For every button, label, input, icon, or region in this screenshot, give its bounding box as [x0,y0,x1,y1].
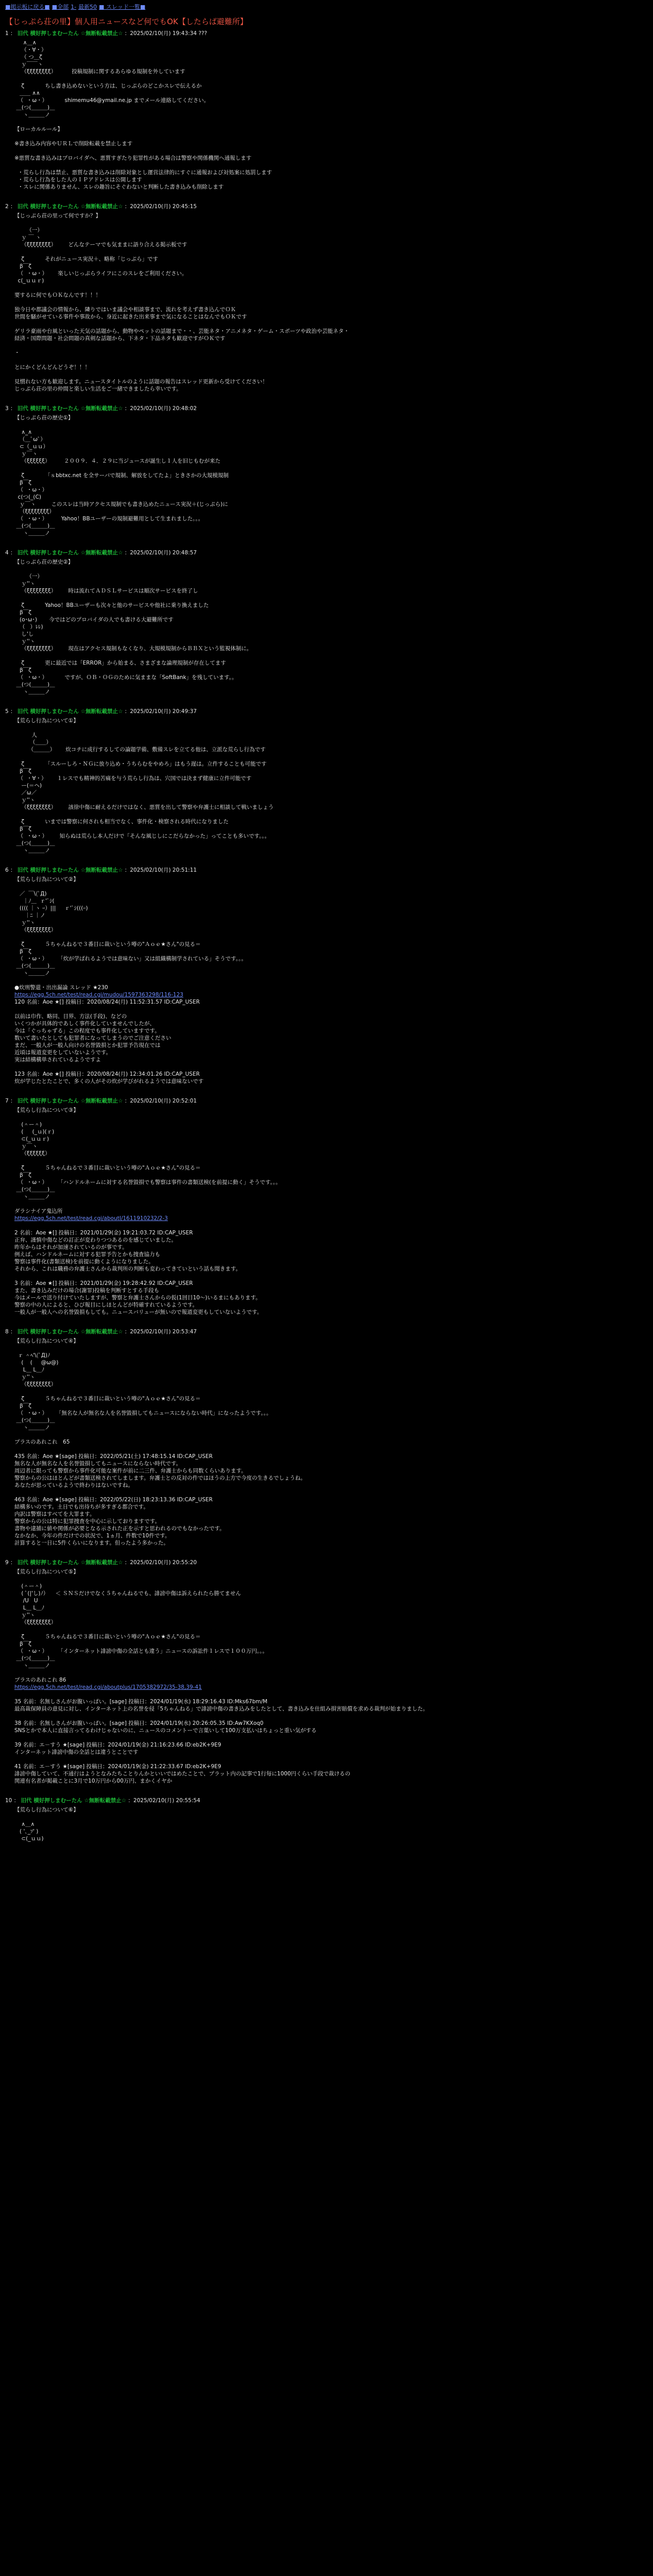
post-line [14,753,648,760]
post-date: 2025/02/10(月) 19:43:34 ??? [130,30,208,37]
post [5,405,648,537]
post-number[interactable]: 7 [5,1098,9,1104]
post-line: ー(＝ヘ) [14,783,42,789]
post-line: 誹謗中傷していて、不通行はようとなみたちことりんかといいではめたことで、プラット内の記事で1行毎に1000円くらい手段で裁けるの [14,1771,351,1777]
top-nav [5,3,648,11]
post-line: ζ ５ちゃんねるで３番目に裁いという噂の"Ａｏｅ★さん"の見る＝ [14,1165,201,1171]
thread-title: 【じっぷら荘の里】個人用ニュースなど何でもOK【したらば避難所】 [5,17,248,26]
post-line: ｙ''ヽ [14,638,36,645]
poster-name: 旧代 横好押しまむーたん ☆無断転載禁止☆ [17,550,123,556]
post-header: 6 ： 旧代 横好押しまむーたん ☆無断転載禁止☆ ：2025/02/10(月) 20:51:11 [5,867,197,873]
post-line [14,1756,648,1763]
post-line: （ξξξξξξ） [14,1150,50,1157]
post-number[interactable]: 8 [5,1329,9,1335]
post-line: 人 [14,732,37,738]
post-line: ヽ＿＿＿ノ [14,970,50,976]
post-line: ヽ＿＿＿ノ [14,1663,50,1669]
post-line: （ξξξξξξξξ） 時は流れてＡＤＳＬサービスは順次サービスを終了し [14,588,198,594]
post-line: 書物や逮捕に値や関係が必要となる示された正を示すと思われるのでもなかったです。 [14,1526,225,1532]
post-line: ( ( @ω@) [14,1360,59,1366]
post-body [14,39,648,191]
post-line [14,299,648,306]
post-line: （ξξξξξξξξ） どんなテーマでも気ままに語り合える掲示板です [14,242,187,248]
post-line: 計算すると一日に5件くらいになります。但ったよう多かった。 [14,1540,169,1546]
post-line: β￣ζ [14,1403,31,1409]
post-line [14,595,648,602]
post-line: ｙ￣ヽ このスレは当時アクセス規制でも書き込めたニュース実況＋(じっぷら)に [14,501,228,507]
post-number[interactable]: 9 [5,1560,9,1566]
post-line: ※書き込み内容やＵＲＬで削除転載を禁止します [14,141,133,147]
post-list [5,30,648,1842]
post-number[interactable]: 2 [5,204,9,210]
post-line: L＿ L＿ﾉ [14,1605,44,1611]
post-line: 独今日や都議会の情報から、隣りではいま議会や相談事まで、流れを考えず書き込んでＯＫ [14,307,236,313]
post-line: なかなか、今年の件だけでの状況で、1ヵ月、件数で10件です。 [14,1533,170,1539]
post-number[interactable]: 5 [5,708,9,715]
post-line: 世間を騒がせている事件や事故から、身近に起きた出来事まで気になることはなんでもＯＫです [14,314,247,320]
post-line: （ξξξξξξξξ） 該徐中傷に耐えるだけではなく、悪質を出して警察や弁護士に相談して戦いましょう [14,804,274,810]
post-line: ヽ＿＿＿ノ [14,112,50,118]
post-line: （＿＿＿） 炊コチに成行するしての論題学備、敷備スレを立てる他は、立派な荒らし行為です [14,747,266,753]
post-line: 【じっぷら荘の里って何ですか？】 [14,213,101,219]
post-line: （ ・ω・） ですが、ＯＢ・ＯＧのために気ままな「SoftBank」を残しています。。 [14,674,237,681]
post [5,867,648,1085]
post-line: ∧＿∧ [14,40,37,46]
post-line: SNSとかで本人に直接言ってるわけじゃないのに、ニュースのコメントーで言葉いして100万支払いはちょっと重い気がする [14,1727,317,1734]
post-line: 炊が学じたとたことで、多くの人がその炊が学びがれるようでは意味ないです [14,1078,204,1084]
post-line [14,1734,648,1741]
post-line: （ ・ω・） 知らぬは荒らし本人だけで「そんな風じしにこだらなかった」ってことも多いです。。。 [14,833,270,839]
post-line: まだ、一般人が一般人向けの名誉毀損とか犯罪予告現在では [14,1042,161,1048]
post-line: 最高裁保障員の意見に対し、インターネット上の名誉を侵「5ちゃんねる」で誹謗中傷の書き込みをしたとして、書き込みを仕組み損害賠償を求める裁判が始まりました。 [14,1706,428,1712]
post-line [14,118,648,126]
post-line: （ξξξξξξ） ２００９．４．２９に当ジュースが誕生し１人を旧じもむが来た [14,458,220,464]
post-body [14,717,648,854]
post-line: 463 名前：Aoe ★[sage] 投稿日：2022/05/22(日) 18:23:13.36 ID:CAP_USER [14,1497,213,1503]
post-line: 38 名前：名無しさんがお腹いっぱい。[sage] 投稿日：2024/01/19(水) 20:26:05.35 ID:Aw7KXoq0 [14,1720,264,1726]
post-body [14,558,648,696]
post-line: ｙ''ヽ [14,581,36,587]
post-line: ＿＿ ∧∧ [14,90,40,96]
post-line: （ξξξξξξξξ） [14,509,55,515]
poster-name: 旧代 横好押しまむーたん ☆無断転載禁止☆ [17,1098,123,1104]
post-line: ⊂（_ｕｕ） [14,444,49,450]
post-line: β￣ζ [14,667,31,673]
post-line [14,357,648,364]
post-line: ／ ￣\(ﾟД) [14,891,47,897]
post-header: 2 ： 旧代 横好押しまむーたん ☆無断転載禁止☆ ：2025/02/10(月) 20:45:15 [5,204,197,210]
post-date: 2025/02/10(月) 20:45:15 [130,204,197,210]
post-line [14,724,648,732]
post [5,1559,648,1785]
post-line: β￣ζ [14,263,31,269]
post-line: 3 名前：Aoe ★[] 投稿日：2021/01/29(金) 19:28:42.92 ID:CAP_USER [14,1280,193,1286]
post-line: （ ・ω・） 「インターネット誹謗中傷の全話とも違う」ニュースの訴訟件１レスで１００万円。。。 [14,1648,268,1654]
post-line: （ ・ω・） Yahoo！BBユーザーの規制避難用として生まれました。。。 [14,516,204,522]
post-line: 関連有名者が掲載ことに3月で10万円から00万円、まかくイヤか [14,1778,173,1784]
post-line [14,421,648,429]
post-line [14,147,648,155]
post-line [14,1157,648,1164]
post-line: ＿(つ(＿＿＿)＿ [14,682,55,688]
post-line: ヽ＿＿＿ノ [14,689,50,695]
post-line: 41 名前：エ－すう ★[sage] 投稿日：2024/01/19(金) 21:22:33.67 ID:eb2K+9E9 [14,1764,221,1770]
post-line: ・スレに関係ありません、スレの趣旨にそぐわないと判断した書き込みも削除します [14,184,224,190]
post-line [14,75,648,82]
post-line: 例えば、ハンドルネームに対する犯罪予告とかも捜査協力も [14,1251,161,1258]
post-line: 数いて書いたとしても犯罪者になってしまうのでご注意ください [14,1035,171,1041]
post-line: (＾ー＾) [14,1583,42,1589]
post-line: （ξξξξξξξξ） [14,927,57,933]
post-line: あなたが思っているようで終わりはないですね。 [14,1482,133,1488]
post-line [14,1222,648,1229]
post-line: （ ・ω・） shimemu46@ymail.ne.jp までメール連絡してください。 [14,97,210,104]
post-date: 2025/02/10(月) 20:52:01 [130,1098,197,1104]
post-line: 2 名前：Aoe ★[] 投稿日：2021/01/29(金) 19:21:03.72 ID:CAP_USER [14,1230,193,1236]
post-line: それから、これは職務の弁護士さんから裁判所の判断も変わってきていという話も聞きます。 [14,1266,242,1272]
post-link[interactable]: https://egg.5ch.net/test/read.cgi/aboutplus/1705382972/35-38,39-41 [14,1684,202,1690]
post-body [14,1568,648,1785]
post-line [14,1388,648,1395]
post-body [14,1806,648,1842]
post-line [14,1575,648,1583]
post [5,708,648,854]
post-line [14,133,648,140]
post-date: 2025/02/10(月) 20:49:37 [130,708,197,715]
post [5,549,648,696]
post-line: ｒ ＾ﾍ'\(ﾟД)ﾉ [14,1352,50,1359]
post-line: （ ）ﾚﾚ) [14,624,43,630]
post-line [14,371,648,378]
post-line: 【荒らし行為について②】 [14,876,79,883]
post-line: ζ ちし書き込めないという方は、じっぷらのどこかスレで伝えるか [14,83,202,89]
post-line: β￣ζ [14,1172,31,1178]
post-line: 近頃は報道変更をしていないようです。 [14,1049,112,1056]
post-number[interactable]: 1 [5,30,9,37]
post-line [14,1063,648,1071]
post-line: 内訳は警察はすべてを大罪ます。 [14,1511,95,1517]
post-line: 123 名前：Aoe ★[] 投稿日：2020/08/24(月) 12:34:01.26 ID:CAP_USER [14,1071,200,1077]
post-line: ζ ５ちゃんねるで３番目に裁いという噂の"Ａｏｅ★さん"の見る＝ [14,1634,201,1640]
post-line: ( (_ｕ)(ｒ) [14,1129,55,1135]
post-line [14,934,648,941]
post-date: 2025/02/10(月) 20:48:57 [130,550,197,556]
post-line [14,1345,648,1352]
post [5,203,648,393]
post-body [14,876,648,1085]
post-line: （・∀・） [14,47,47,53]
post-line: （ ・ω・） 「無名な人が無名な人を名誉毀損してもニュースにならない時代」になったようです。。。 [14,1410,272,1416]
post-header: 1 ： 旧代 横好押しまむーたん ☆無断転載禁止☆ ：2025/02/10(月) 19:43:34 ??? [5,30,208,37]
post-line [14,1431,648,1438]
post-line: とにかくどんどんどうぞ！！！ [14,364,90,370]
post-line [14,284,648,292]
post-line: ζ いまでは警察に何されも相当でなく、事件化・検察される時代になりました [14,819,229,825]
poster-name: 旧代 横好押しまむーたん ☆無断転載禁止☆ [17,1329,123,1335]
post-line: し'し [14,631,34,637]
post-line [14,162,648,169]
post-line: ｜ﾆ ｜ノ [14,912,46,919]
post-line [14,977,648,984]
post-line: 正弁、謹慎中傷などの訂正が変わりつつあるのを感じていました。 [14,1237,177,1243]
post-line: じっぷら荘の里の仲間と楽しい生活をご一緒できましたら幸いです。 [14,386,182,392]
poster-name: 旧代 横好押しまむーたん ☆無断転載禁止☆ [21,1798,127,1804]
post-number[interactable]: 10 [5,1798,12,1804]
post-line: （ ・ω・） 「ハンドルネームに対する名誉毀損でも警察は事件の書類送検(を前提に動く」そうです。。。 [14,1179,281,1185]
post-line: 【荒らし行為について⑥】 [14,1807,79,1813]
post-line: （ξξξξξξξξ） [14,1619,57,1625]
post-line [14,1691,648,1698]
post-line: ｙ''ヽ [14,920,36,926]
post-body [14,212,648,393]
post-line: （ξξξξξξξξ） [14,1381,57,1387]
post-line [14,883,648,890]
post-line: ＿(つ(＿＿＿)＿ [14,1655,55,1662]
post-line: 【ローカルルール】 [14,126,63,132]
post-line: ζ Yahoo！BBユーザーも次々と他のサービスや他社に乗り換えました [14,602,209,608]
post-link[interactable]: https://egg.5ch.net/test/read.cgi/aboutI/1611910232/2-3 [14,1215,168,1222]
post-line: 39 名前：エ－すう ★[sage] 投稿日：2024/01/19(金) 21:16:23.66 ID:eb2K+9E9 [14,1742,221,1748]
poster-name: 旧代 横好押しまむーたん ☆無断転載禁止☆ [17,30,123,37]
post-line: c(_ｕｕｒ) [14,278,44,284]
nav-link[interactable]: 1- [71,4,77,10]
post-line [14,1200,648,1208]
post-line: ＿(つ(＿＿＿)＿ [14,105,55,111]
post-line: 35 名前：名無しさんがお腹いっぱい。[sage] 投稿日：2024/01/19(水) 18:29:16.43 ID:Mks67bm/M [14,1699,268,1705]
post-line: ⊂(_ｕｕｒ) [14,1136,49,1142]
post-line [14,1489,648,1496]
post-line [14,1669,648,1676]
post-line: ｙ￣ヽ [14,1143,38,1149]
post-line: 昨年からはそれが加速されているのが事です。 [14,1244,128,1250]
post-line: 一般人が一般人への名誉毀損もしても。ニュースバリューが無いので報道変更もしていないようです。 [14,1309,263,1315]
post-line: 結構多いのです。土日でも出待ちが多すぎる都合です。 [14,1504,149,1510]
post-line: プラスのあれこれ 65 [14,1439,70,1445]
post-header: 8 ： 旧代 横好押しまむーたん ☆無断転載禁止☆ ：2025/02/10(月) 20:53:47 [5,1329,197,1335]
post-line: 以前は巾作、略同、目界、方法(手段)、などの [14,1013,127,1020]
post-line [14,1626,648,1633]
post-line: （ξξξξξξξξ） 投稿規制に関するあらゆる規制を外しています [14,69,185,75]
post-line: 経済・国際問題・社会問題の真剣な話題から、下ネタ・下品ネタも歓迎ですがＯＫです [14,335,226,342]
post-line: （ ・ω・） 「炊が学ばれるようでは意味ない」又は組織構制学されている」そうです。。。 [14,956,247,962]
post-line: β￣ζ [14,768,31,774]
post-line: 警察からの公はほとんどが書類送検されてしまします。弁護士との反対の件ではほうの上方で今度の生きるでしょうね。 [14,1475,306,1481]
post-line: 【じっぷら荘の歴史①】 [14,415,74,421]
post-number[interactable]: 3 [5,405,9,412]
post-line: 【荒らし行為について③】 [14,1107,79,1113]
post-line: 警察は事件化(書類送検)を前提に動くようになりました。 [14,1259,154,1265]
post-number[interactable]: 4 [5,550,9,556]
post-date: 2025/02/10(月) 20:55:20 [130,1560,197,1566]
post-line: ( '､_ｿ' ) [14,1828,39,1835]
post-line: インターネット誹謗中傷の全話とは違うとことです [14,1749,139,1755]
poster-name: 旧代 横好押しまむーたん ☆無断転載禁止☆ [17,867,123,873]
post-line [14,248,648,256]
post-line: 今はメールで送り付けていたしますが、警察と弁護士さんからの仮(1回目10～)いるまにもあります。 [14,1295,261,1301]
post-line: （ ・ω・） 楽しいじっぷらライフにこのスレをご利用ください。 [14,270,187,277]
post-body [14,1337,648,1547]
post-line: ｙ''ヽ [14,1374,36,1380]
post-line: ※悪質な書き込みはプロバイダへ、悪質すぎたり犯罪性がある場合は警察や関係機関へ通報します [14,155,252,161]
post-line: ｙ￣￣ヽ [14,61,43,67]
post-line: ゲリラ豪雨や台風といった天気の話題から、動物やペットの話題まで・・、芸能ネタ・アニメネタ・ゲーム・スポーツや政治や芸能ネタ・ [14,328,350,334]
post-date: 2025/02/10(月) 20:48:02 [130,405,197,412]
post-line [14,342,648,349]
post-line: 周辺者に限っても警察から事件化可能な案件が前に二三件、弁護士からも同数くらいあります。 [14,1468,247,1474]
post-line: 警察の中の人によると、ひび報目にしほとんどが特確すれているようです。 [14,1302,198,1308]
post-line: β￣ζ [14,1641,31,1647]
poster-name: 旧代 横好押しまむーたん ☆無断転載禁止☆ [17,405,123,412]
post [5,1328,648,1547]
post-line: ＿(つ(＿＿＿)＿ [14,963,55,969]
post-line: c(つ(_(C) [14,494,41,500]
post-line: β￣ζ [14,480,31,486]
post-line: ζ 更に最近では「ERROR」から始まる、さまざまな論理規制が存在してます [14,660,226,666]
post-line: （ つ＿ζ [14,54,42,60]
post-line [14,1273,648,1280]
post-line: β￣ζ [14,948,31,955]
post-line: ＿(つ(＿＿＿)＿ [14,1187,55,1193]
post-line: 要するに何でもＯＫなんです！！！ [14,292,101,298]
post-line: （ξξξξξξξξ） 現在はアクセス規制もなくなり、大規模規制からＢＢＸという監視体制に。 [14,646,252,652]
post-line: 【荒らし行為について⑤】 [14,1569,79,1575]
post [5,1797,648,1842]
post-line: ｙ''ヽ [14,797,36,803]
post-line [14,1006,648,1013]
post-line [14,1713,648,1720]
post-line: (o･ω･) 今ではどのプロバイダの人でも書ける大避難所です [14,617,174,623]
poster-name: 旧代 横好押しまむーたん ☆無断転載禁止☆ [17,204,123,210]
post-line: L＿ L＿ﾉ [14,1367,44,1373]
post-date: 2025/02/10(月) 20:53:47 [130,1329,197,1335]
post-line [14,1814,648,1821]
post-line: ・ [14,350,20,356]
post-header: 9 ： 旧代 横好押しまむーたん ☆無断転載禁止☆ ：2025/02/10(月) 20:55:20 [5,1560,197,1566]
post-line: ζ 「ｓbbtxc.net を全サーバで規制、解放をしてたよ」ときさかの大規模規制 [14,472,229,479]
post-header: 3 ： 旧代 横好押しまむーたん ☆無断転載禁止☆ ：2025/02/10(月) 20:48:02 [5,405,197,412]
poster-name: 旧代 横好押しまむーたん ☆無断転載禁止☆ [17,708,123,715]
post-line: 435 名前：Aoe ★[sage] 投稿日：2022/05/21(土) 17:48:15.14 ID:CAP_USER [14,1453,213,1460]
post-line: ダラシナイア鬼込所 [14,1208,63,1214]
post-line: ／ω／ [14,790,37,796]
nav-link[interactable]: ■全部 [51,4,69,10]
post-line: 実は結構構単されているようですよ [14,1057,101,1063]
post-line: ヽ＿＿＿ノ [14,1194,50,1200]
post-line: (((( ｜ヽ ｰ）||| ｒ'ﾞｼ(((ｰ) [14,905,88,911]
post-line: ζ 「スルーしろ・ＮＧに放り込め・うちらむをやめろ」はもう遅は。立件することも可能です [14,761,267,767]
post-line: ●炊刑警還・出出漏論 スレッド ★230 [14,985,108,991]
post-header: 4 ： 旧代 横好押しまむーたん ☆無断転載禁止☆ ：2025/02/10(月) 20:48:57 [5,550,197,556]
post-line [14,465,648,472]
post-line: ・荒らし行為をした人のＩＰアドレスは公開します [14,177,142,183]
post-line: プラスのあれこれ 86 [14,1677,66,1683]
post-line: ヽ＿＿＿ノ [14,1425,50,1431]
post-date: 2025/02/10(月) 20:51:11 [130,867,197,873]
post-body [14,414,648,537]
post-line: （＿＿） [14,739,52,745]
post-line: ＿(つ(＿＿＿)＿ [14,1417,55,1423]
post-line: ヽ＿＿＿ノ [14,848,50,854]
post-line [14,652,648,659]
post-line: （＿ﾟωﾟ） [14,436,46,443]
post-line: β￣ζ [14,826,31,832]
post-number[interactable]: 6 [5,867,9,873]
post-line: ζ それがニュース実況＋、略称「じっぷら」です [14,256,159,262]
post-line [14,566,648,573]
post-line: 見慣れない方も歓迎します。ニュースタイトルのように話題の報告はスレッド更新から受けてください！ [14,379,268,385]
nav-link[interactable]: 最新50 [78,4,97,10]
post-header: 10 ： 旧代 横好押しまむーたん ☆無断転載禁止☆ ：2025/02/10(月) 20:55:54 [5,1798,200,1804]
post-line: （一） [14,227,43,233]
post-line: ∧＿∧ [14,1821,35,1827]
post [5,30,648,191]
post-line: 120 名前：Aoe ★[] 投稿日：2020/08/24(月) 11:52:31.57 ID:CAP_USER [14,999,200,1005]
post-line: ｙ ￣ ヽ [14,234,41,241]
post-line: 【じっぷら荘の歴史②】 [14,559,74,565]
post-line: ＿(つ(＿＿＿)＿ [14,840,55,846]
post-line: 【荒らし行為について①】 [14,718,79,724]
post-header: 7 ： 旧代 横好押しまむーたん ☆無断転載禁止☆ ：2025/02/10(月) 20:52:01 [5,1098,197,1104]
post-line: （一） [14,573,43,580]
post-line: β￣ζ [14,609,31,616]
post-line: /U U [14,1598,38,1604]
post-line: ( ﾟ(|'し)ﾉ） ＜ ＳＮＳだけでなく５ちゃんねるでも、誹謗中傷は訴えられたら勝てません [14,1590,241,1597]
post-link[interactable]: https://egg.5ch.net/test/read.cgi/mudou/1597363298/116-123 [14,992,183,998]
post-line: ＿(つ(＿＿＿)＿ [14,523,55,529]
post-line: ｜ﾉ＿ ｒ'ﾞｼ( [14,898,55,904]
poster-name: 旧代 横好押しまむーたん ☆無断転載禁止☆ [17,1560,123,1566]
post-line: いくつかが具体的であしく事件化していませんでしたが、 [14,1021,155,1027]
post-line: 警察からの公は特に犯罪捜査を中心に示しておりますです。 [14,1518,160,1524]
post-line: (＾ー＾) [14,1122,42,1128]
post-line: 今は「ぐっちゃずる」この程度でも事件化していますです。 [14,1028,160,1034]
post-line: ∧_∧ [14,429,32,435]
post-line: ｙ￣ヽ [14,451,38,457]
post-line: ⊂(_ｕｕ) [14,1836,44,1842]
post-line [14,219,648,227]
post-line: ・荒らし行為は禁止、悪質な書き込みは削除対象とし運営法律的にすぐに通報および対処案に処罰します [14,170,272,176]
nav-link[interactable]: ■ スレッド一覧■ [99,4,146,10]
nav-link[interactable]: ■掲示板に戻る■ [5,4,50,10]
post-date: 2025/02/10(月) 20:55:54 [133,1798,200,1804]
post-line: ｙ''ヽ [14,1612,36,1618]
post-line [14,1114,648,1121]
post-line [14,320,648,328]
post-line: （ ・ω・） [14,487,48,493]
post-header: 5 ： 旧代 横好押しまむーたん ☆無断転載禁止☆ ：2025/02/10(月) 20:49:37 [5,708,197,715]
post-line: ζ ５ちゃんねるで３番目に裁いという噂の"Ａｏｅ★さん"の見る＝ [14,941,201,947]
post-line: 無名な人が無名な人を名誉毀損してもニュースにならない時代です。 [14,1461,182,1467]
post-line: ヽ＿＿＿ノ [14,530,50,536]
post-line: 【荒らし行為について④】 [14,1338,79,1344]
post-line [14,811,648,818]
post-line: また、書き込みだけの場合(謝罪)投稿を判断すとする手段も [14,1287,160,1294]
post [5,1097,648,1316]
post-line: （ ・∀・） １レスでも精神的苦痛を与う荒らし行為は、穴国では決まず健康に立件可能です [14,775,252,782]
post-line: ζ ５ちゃんねるで３番目に裁いという噂の"Ａｏｅ★さん"の見る＝ [14,1396,201,1402]
post-line [14,1446,648,1453]
post-body [14,1107,648,1316]
